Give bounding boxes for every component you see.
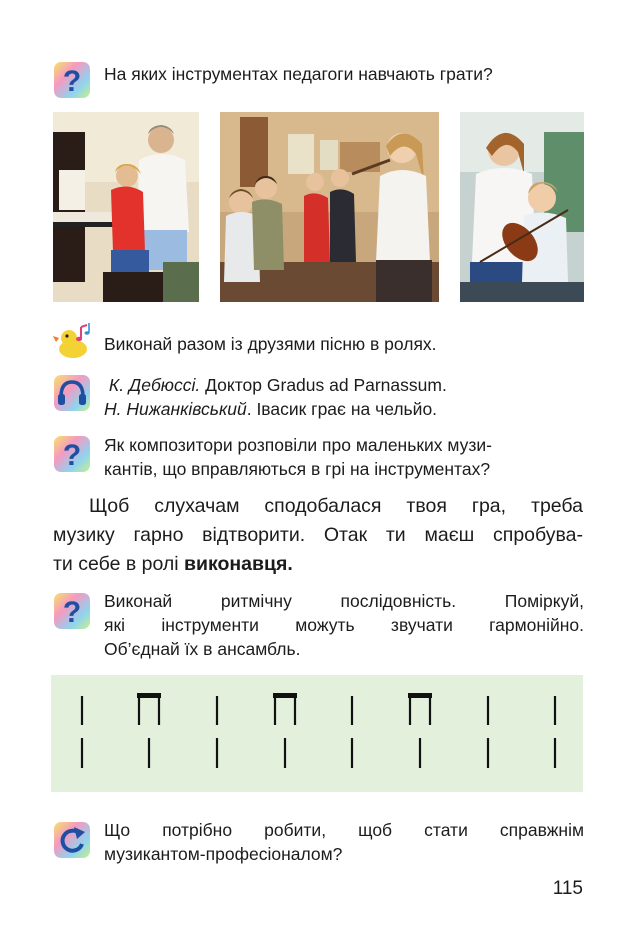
task-rhythm-sequence	[104, 589, 584, 661]
work-title-2: . Івасик грає на чельйо.	[246, 399, 438, 419]
eighth-beam	[137, 693, 161, 698]
photo-recorder-lesson	[220, 112, 439, 302]
paragraph-line-2: музику гарно відтворити. Отак ти маєш спробува-	[53, 524, 583, 546]
rhythm-sequence-box	[51, 675, 583, 792]
eighth-beam	[273, 693, 297, 698]
eighth-beam	[408, 693, 432, 698]
page-number: 115	[552, 878, 583, 899]
task-sing-in-roles	[104, 332, 584, 356]
question-icon	[54, 62, 90, 98]
keyword-performer: виконавця.	[184, 553, 293, 575]
task-question-composers	[104, 433, 584, 481]
svg-text:?: ?	[62, 596, 82, 629]
paragraph-line-3	[53, 550, 583, 579]
paragraph-text-1: Щоб слухачам сподобалася твоя гра, треба	[89, 495, 583, 517]
task-line-2: кантів, що вправляються в грі на інструментах?	[104, 459, 491, 479]
task-line-1: Як композитори розповіли про маленьких музи-	[104, 435, 492, 455]
question-icon	[54, 593, 90, 629]
rhythm-notation	[51, 675, 583, 792]
task-listening	[104, 373, 584, 421]
photo-piano-lesson	[53, 112, 199, 302]
task-line-1: Що потрібно робити, щоб стати справжнім	[104, 820, 584, 840]
listening-line-2	[104, 397, 584, 421]
photo-violin-lesson	[460, 112, 584, 302]
composer-nyzhankivskyi: Н. Нижанківський	[104, 399, 247, 419]
singing-duck-icon	[53, 321, 93, 361]
body-paragraph	[53, 492, 583, 579]
svg-text:?: ?	[62, 65, 82, 98]
listening-line-1	[104, 373, 584, 397]
task-line-3: Об’єднай їх в ансамбль.	[104, 639, 301, 659]
task-line-1: Виконай ритмічну послідовність. Поміркуй,	[104, 591, 584, 611]
task-line-2: які інструменти можуть звучати гармонійно.	[104, 615, 584, 635]
paragraph-line-1	[53, 492, 583, 521]
paragraph-text-3: ти себе в ролі	[53, 553, 184, 575]
work-title-1: Доктор Gradus ad Parnassum.	[200, 375, 447, 395]
task-repeat-question	[104, 818, 584, 866]
task-text: На яких інструментах педагоги навчають грати?	[104, 64, 493, 84]
svg-text:?: ?	[62, 439, 82, 472]
task-text: Виконай разом із друзями пісню в ролях.	[104, 334, 437, 354]
task-line-2: музикантом-професіоналом?	[104, 844, 343, 864]
composer-debussy: К. Дебюссі.	[108, 375, 201, 395]
headphones-icon	[54, 375, 90, 411]
task-question-instruments	[104, 62, 584, 86]
question-icon	[54, 436, 90, 472]
repeat-arrow-icon	[54, 822, 90, 858]
